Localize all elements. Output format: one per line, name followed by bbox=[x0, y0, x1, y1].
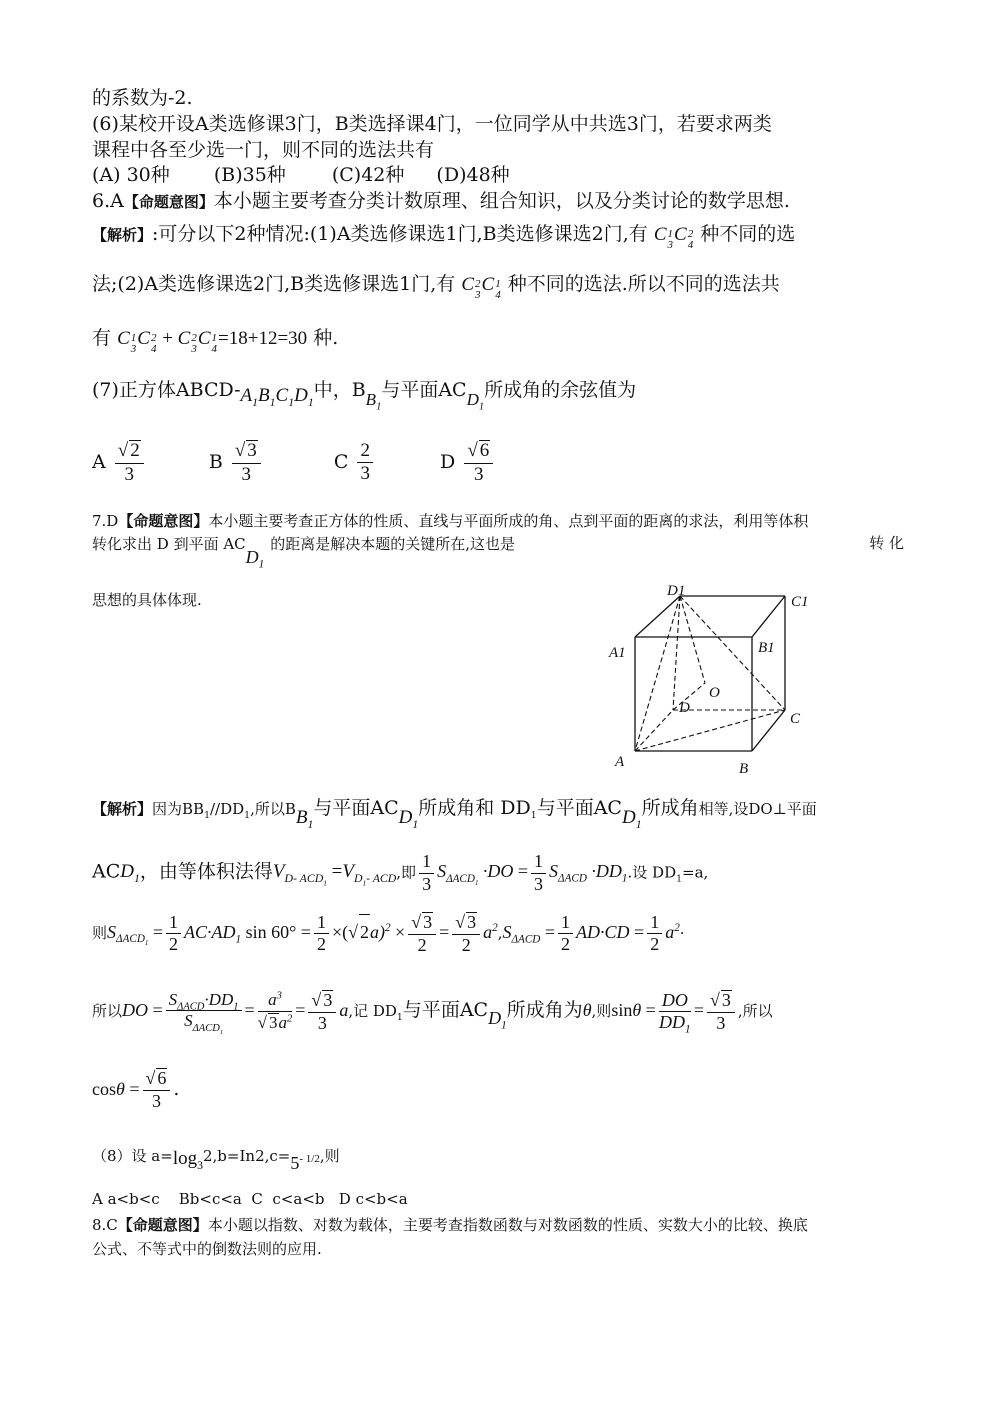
label-d1: D1 bbox=[667, 583, 686, 599]
answer-7-line2: 转化求出 D 到平面 $ACD_1$的距离是解决本题的关键所在,这也是 转 化 bbox=[92, 534, 904, 571]
answer-7-solution-line3: 则$S_{\Delta ACD_1}$ = $\frac{1}{2}$ $AC\cdot AD_1$ sin 60° = $\frac{1}{2}$ ×(√ 2a)$^2$ × $\frac{√ 3}{2}$ = $\frac{√ 3}{2}$ $a^2,S_{\Delta ACD}$ = $\frac{1}{2}$ AD·CD = $\frac{1}{2}$ $a^2\cdot$ bbox=[92, 911, 685, 955]
label-o: O bbox=[709, 685, 720, 701]
option-d-value: $\frac{√ 6}{3}$ bbox=[464, 440, 493, 486]
question-6-line2: 课程中各至少选一门，则不同的选法共有 bbox=[92, 139, 435, 161]
option-a: (A) 30种 bbox=[92, 164, 170, 186]
label-c1: C1 bbox=[791, 594, 809, 610]
option-a: A bbox=[92, 450, 106, 473]
answer-6-line3: 有 C 1 3 C 2 4 + C 2 3 C 1 4 =18+12=30 种. bbox=[92, 327, 339, 355]
answer-6-head: 6.A【命题意图】本小题主要考查分类计数原理、组合知识，以及分类讨论的数学思想. bbox=[92, 190, 790, 212]
answer-8-line2: 公式、不等式中的倒数法则的应用. bbox=[92, 1240, 322, 1258]
option-c: C bbox=[333, 450, 349, 473]
label-b1: B1 bbox=[758, 640, 775, 656]
answer-6-line2: 法;(2)A类选修课选2门,B类选修课选1门,有 C 2 3 C 1 4 种不同的选法.所以不同的选法共 bbox=[92, 273, 780, 301]
option-b: B bbox=[208, 450, 223, 473]
answer-6-line1: 【解析】:可分以下2种情况:(1)A类选修课选1门,B类选修课选2门,有 C 1 3 C 2 4 种不同的选 bbox=[92, 223, 796, 251]
edge bbox=[752, 596, 785, 637]
question-6-line1: (6)某校开设A类选修课3门，B类选择课4门，一位同学从中共选3门，若要求两类 bbox=[92, 113, 772, 135]
question-8-options: A a<b<c Bb<c<a C c<a<b D c<b<a bbox=[92, 1190, 408, 1208]
label-a1: A1 bbox=[609, 645, 626, 661]
cube-figure bbox=[605, 580, 830, 780]
answer-7-conclusion: cosθ = $\frac{√ 6}{3}$ . bbox=[92, 1068, 180, 1111]
option-a-value: $\frac{√ 2}{3}$ bbox=[115, 440, 144, 486]
answer-7-solution-line4: 所以DO = $\frac{S_{\Delta ACD}\cdot DD_1}{S_{\Delta ACD_1}}$ = $\frac{a^3}{√ 3a^2}$ = $\frac{√ 3}{3}$ a,记 $DD_1$与平面$ACD_1$所成角为θ,则sinθ = $\frac{DO}{DD_1}$ = $\frac{√ 3}{3}$ ,所以 bbox=[92, 989, 773, 1036]
label-d: D bbox=[679, 700, 690, 716]
option-c-value: $\frac{2}{3}$ bbox=[357, 441, 373, 486]
option-d: (D)48种 bbox=[436, 164, 510, 186]
question-6-options bbox=[92, 163, 510, 187]
label-a: A bbox=[615, 754, 625, 770]
question-7-line: (7)正方体ABCD-$A_1B_1C_1D_1$中，$BB_1$与平面$ACD_1$所成角的余弦值为 bbox=[92, 379, 637, 413]
edge bbox=[635, 596, 680, 637]
option-b-value: $\frac{√ 3}{3}$ bbox=[232, 440, 261, 486]
option-b: (B)35种 bbox=[213, 164, 286, 186]
answer-7-solution-line2: $ACD_1$，由等体积法得$V_{D- ACD_1} =V_{D_1- ACD}$,即 $\frac{1}{3}$ $S_{\Delta ACD_1} \cdot DO$ = $\frac{1}{3}$ $S_{\Delta ACD} \cdot DD_1$.设 $DD_1=a$, bbox=[92, 851, 709, 894]
answer-8-line1: 8.C【命题意图】本小题以指数、对数为载体，主要考查指数函数与对数函数的性质、实数大小的比较、换底 bbox=[92, 1216, 808, 1234]
answer-7-solution-line1: 【解析】因为$BB_1//DD_1$,所以$BB_1$与平面$ACD_1$所成角和 $DD_1$与平面$ACD_1$所成角相等,设DO⊥平面 bbox=[92, 797, 817, 831]
answer-7-line3: 思想的具体体现. bbox=[92, 591, 202, 609]
label-b: B bbox=[739, 761, 749, 777]
question-8-line: （8）设 $a=\log_32,b=In2,c=5^{- 1/2}$,则 bbox=[92, 1147, 340, 1173]
dashed-line bbox=[635, 710, 785, 751]
option-c: (C)42种 bbox=[331, 164, 405, 186]
edge bbox=[752, 710, 785, 751]
answer-7-line1: 7.D【命题意图】本小题主要考查正方体的性质、直线与平面所成的角、点到平面的距离的求法，利用等体积 bbox=[92, 512, 809, 530]
text-line: 的系数为-2. bbox=[92, 87, 193, 109]
question-7-options bbox=[92, 440, 496, 486]
hidden-edge bbox=[673, 596, 680, 710]
label-c: C bbox=[790, 711, 801, 727]
dashed-line bbox=[635, 596, 680, 751]
option-d: D bbox=[440, 450, 456, 473]
